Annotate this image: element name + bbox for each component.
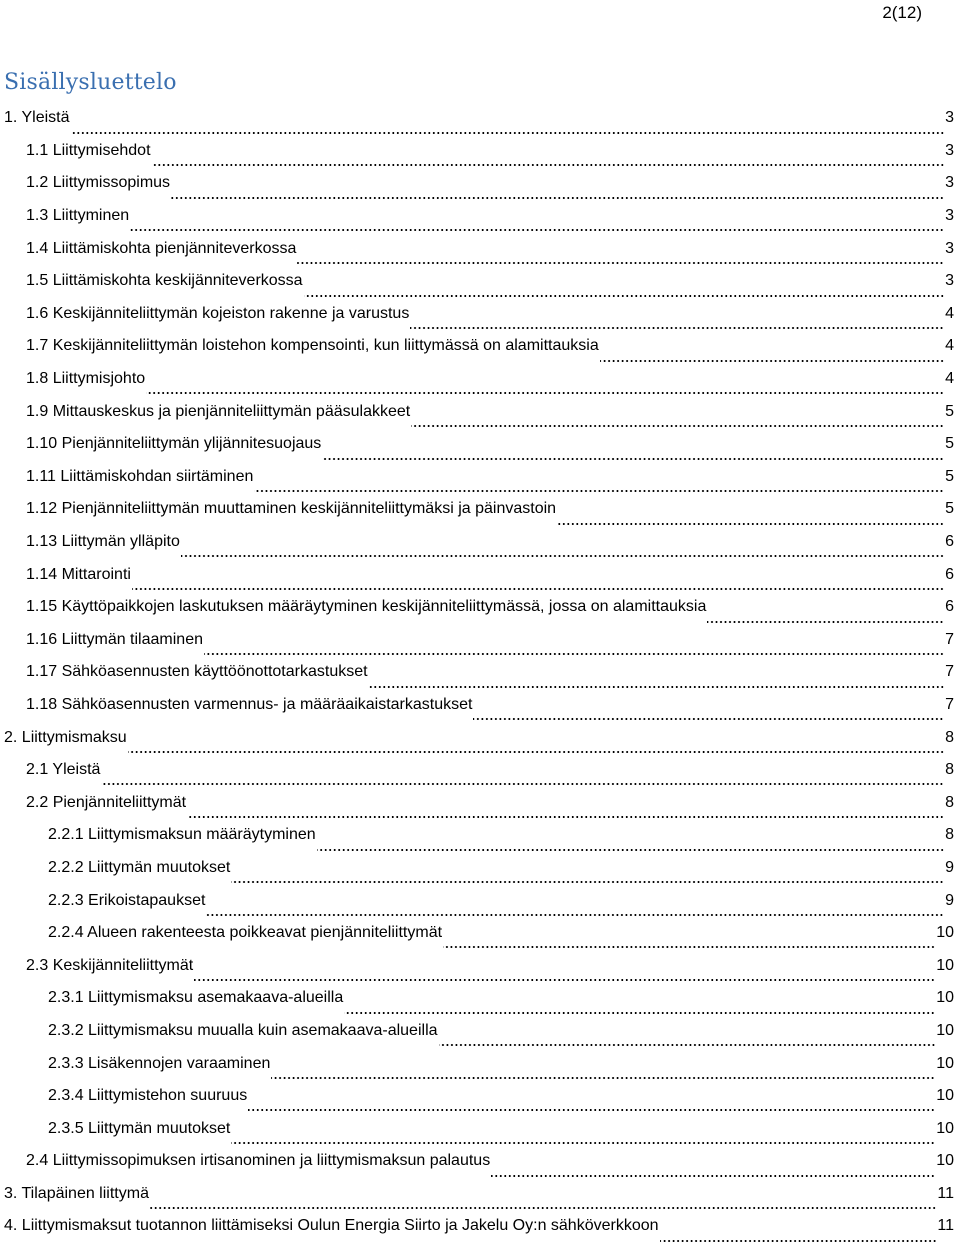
toc-dot-leader [557,507,944,526]
toc-dot-leader [322,442,944,461]
toc-dot-leader [600,344,944,363]
toc-entry-page: 5 [945,467,954,485]
toc-entry-label: 2.3.3 Lisäkennojen varaaminen [48,1054,271,1072]
toc-dot-leader [410,311,944,330]
toc-dot-leader [71,116,945,135]
toc-entry[interactable] [0,1015,960,1048]
toc-entry-page: 10 [936,924,954,942]
toc-entry-page: 7 [945,663,954,681]
toc-entry[interactable] [0,200,960,233]
toc-entry-label: 2.3.1 Liittymismaksu asemakaava-alueilla [48,989,344,1007]
toc-entry[interactable] [0,852,960,885]
toc-entry-page: 3 [945,109,954,127]
toc-dot-leader [101,767,944,786]
toc-entry-label: 2.2.4 Alueen rakenteesta poikkeavat pienjänniteliittymät [48,924,443,942]
toc-entry[interactable] [0,689,960,722]
toc-entry-label: 2. Liittymismaksu [4,728,127,746]
toc-entry-page: 8 [945,793,954,811]
toc-entry-label: 1.10 Pienjänniteliittymän ylijännitesuojaus [26,435,322,453]
toc-entry-label: 1.1 Liittymisehdot [26,141,151,159]
toc-entry-label: 1.12 Pienjänniteliittymän muuttaminen keskijänniteliittymäksi ja päinvastoin [26,500,557,518]
toc-entry[interactable] [0,754,960,787]
toc-entry-label: 1.16 Liittymän tilaaminen [26,630,203,648]
toc-entry-label: 1.13 Liittymän ylläpito [26,533,180,551]
toc-dot-leader [411,409,944,428]
toc-dot-leader [187,800,944,819]
toc-dot-leader [171,181,944,200]
toc-entry[interactable] [0,1210,960,1243]
toc-entry[interactable] [0,1145,960,1178]
toc-dot-leader [439,1028,936,1047]
toc-entry-label: 1.17 Sähköasennusten käyttöönottotarkastukset [26,663,368,681]
toc-entry[interactable] [0,493,960,526]
toc-dot-leader [297,246,944,265]
toc-entry-label: 2.1 Yleistä [26,761,101,779]
toc-entry-label: 1.11 Liittämiskohdan siirtäminen [26,467,254,485]
toc-entry-page: 10 [936,1087,954,1105]
toc-entry[interactable] [0,298,960,331]
toc-entry[interactable] [0,461,960,494]
toc-dot-leader [128,735,944,754]
toc-dot-leader [231,1126,935,1145]
toc-dot-leader [344,996,935,1015]
toc-entry-label: 2.3.2 Liittymismaksu muualla kuin asemakaava-alueilla [48,1021,438,1039]
toc-entry-page: 4 [945,370,954,388]
toc-entry-page: 10 [936,956,954,974]
toc-entry-label: 2.3.5 Liittymän muutokset [48,1119,231,1137]
toc-dot-leader [130,213,944,232]
toc-entry[interactable] [0,917,960,950]
toc-dot-leader [231,865,944,884]
toc-entry-label: 2.2 Pienjänniteliittymät [26,793,187,811]
toc-entry-page: 5 [945,402,954,420]
toc-entry-page: 6 [945,565,954,583]
toc-entry-label: 1.9 Mittauskeskus ja pienjänniteliittymän pääsulakkeet [26,402,411,420]
toc-entry-page: 3 [945,174,954,192]
toc-dot-leader [491,1159,935,1178]
toc-dot-leader [146,376,944,395]
toc-dot-leader [204,637,944,656]
toc-entry-label: 1.8 Liittymisjohto [26,370,146,388]
toc-entry-label: 1.6 Keskijänniteliittymän kojeiston rakenne ja varustus [26,304,410,322]
table-of-contents [0,102,960,1243]
toc-entry-page: 3 [945,207,954,225]
toc-dot-leader [248,1093,935,1112]
toc-entry[interactable] [0,591,960,624]
toc-entry-label: 1.4 Liittämiskohta pienjänniteverkossa [26,239,297,257]
toc-entry[interactable] [0,330,960,363]
toc-entry[interactable] [0,526,960,559]
toc-entry-page: 8 [945,761,954,779]
toc-dot-leader [271,1061,935,1080]
toc-entry[interactable] [0,819,960,852]
toc-dot-leader [369,670,945,689]
toc-entry[interactable] [0,786,960,819]
toc-entry-page: 3 [945,141,954,159]
toc-entry-page: 5 [945,500,954,518]
page-number: 2(12) [882,3,922,22]
toc-entry-page: 6 [945,598,954,616]
toc-dot-leader [150,1191,936,1210]
toc-entry-page: 11 [937,1184,954,1202]
toc-entry[interactable] [0,884,960,917]
toc-dot-leader [206,898,944,917]
toc-entry[interactable] [0,656,960,689]
toc-title: Sisällysluettelo [4,70,177,95]
toc-dot-leader [660,1224,937,1243]
toc-entry-page: 10 [936,1054,954,1072]
toc-entry-page: 7 [945,630,954,648]
toc-entry[interactable] [0,395,960,428]
toc-entry[interactable] [0,721,960,754]
toc-entry-label: 1.15 Käyttöpaikkojen laskutuksen määräytyminen keskijänniteliittymässä, jossa on alamittauksia [26,598,707,616]
toc-entry[interactable] [0,102,960,135]
toc-entry-page: 11 [937,1217,954,1235]
toc-entry-page: 10 [936,1119,954,1137]
toc-dot-leader [181,539,944,558]
toc-entry-page: 6 [945,533,954,551]
toc-entry[interactable] [0,1047,960,1080]
toc-entry-label: 1.18 Sähköasennusten varmennus- ja määräaikaistarkastukset [26,695,473,713]
toc-dot-leader [707,605,944,624]
toc-entry-page: 8 [945,728,954,746]
toc-entry-label: 2.3 Keskijänniteliittymät [26,956,194,974]
toc-dot-leader [473,702,944,721]
toc-dot-leader [443,930,935,949]
toc-entry-page: 9 [945,891,954,909]
toc-entry[interactable] [0,558,960,591]
toc-entry-label: 4. Liittymismaksut tuotannon liittämiseksi Oulun Energia Siirto ja Jakelu Oy:n sähköverkkoon [4,1217,659,1235]
toc-entry[interactable] [0,135,960,168]
toc-dot-leader [132,572,944,591]
toc-entry[interactable] [0,363,960,396]
toc-dot-leader [152,148,945,167]
toc-dot-leader [194,963,935,982]
toc-entry-label: 1.7 Keskijänniteliittymän loistehon kompensointi, kun liittymässä on alamittauksia [26,337,599,355]
toc-entry-page: 10 [936,1021,954,1039]
toc-entry-page: 4 [945,304,954,322]
toc-entry-label: 1.14 Mittarointi [26,565,131,583]
toc-dot-leader [254,474,944,493]
toc-entry-page: 9 [945,858,954,876]
toc-entry[interactable] [0,1080,960,1113]
toc-entry-label: 2.2.3 Erikoistapaukset [48,891,206,909]
toc-entry[interactable] [0,624,960,657]
toc-entry[interactable] [0,1178,960,1211]
toc-entry[interactable] [0,949,960,982]
toc-entry-label: 2.2.1 Liittymismaksun määräytyminen [48,826,316,844]
toc-entry-page: 3 [945,239,954,257]
toc-entry-label: 3. Tilapäinen liittymä [4,1184,149,1202]
toc-entry-page: 5 [945,435,954,453]
toc-entry-page: 4 [945,337,954,355]
toc-entry-label: 1.3 Liittyminen [26,207,130,225]
toc-entry-label: 2.4 Liittymissopimuksen irtisanominen ja liittymismaksun palautus [26,1152,491,1170]
toc-entry[interactable] [0,428,960,461]
toc-entry-label: 2.3.4 Liittymistehon suuruus [48,1087,248,1105]
toc-entry-page: 10 [936,989,954,1007]
toc-entry-label: 1.5 Liittämiskohta keskijänniteverkossa [26,272,303,290]
toc-entry-page: 7 [945,695,954,713]
toc-entry[interactable] [0,167,960,200]
toc-dot-leader [317,833,944,852]
toc-entry[interactable] [0,982,960,1015]
toc-entry-page: 10 [936,1152,954,1170]
toc-entry-label: 1.2 Liittymissopimus [26,174,171,192]
toc-dot-leader [304,279,945,298]
toc-entry-label: 1. Yleistä [4,109,70,127]
toc-entry[interactable] [0,232,960,265]
toc-entry[interactable] [0,1112,960,1145]
toc-entry-label: 2.2.2 Liittymän muutokset [48,858,231,876]
toc-entry-page: 3 [945,272,954,290]
toc-entry-page: 8 [945,826,954,844]
toc-entry[interactable] [0,265,960,298]
